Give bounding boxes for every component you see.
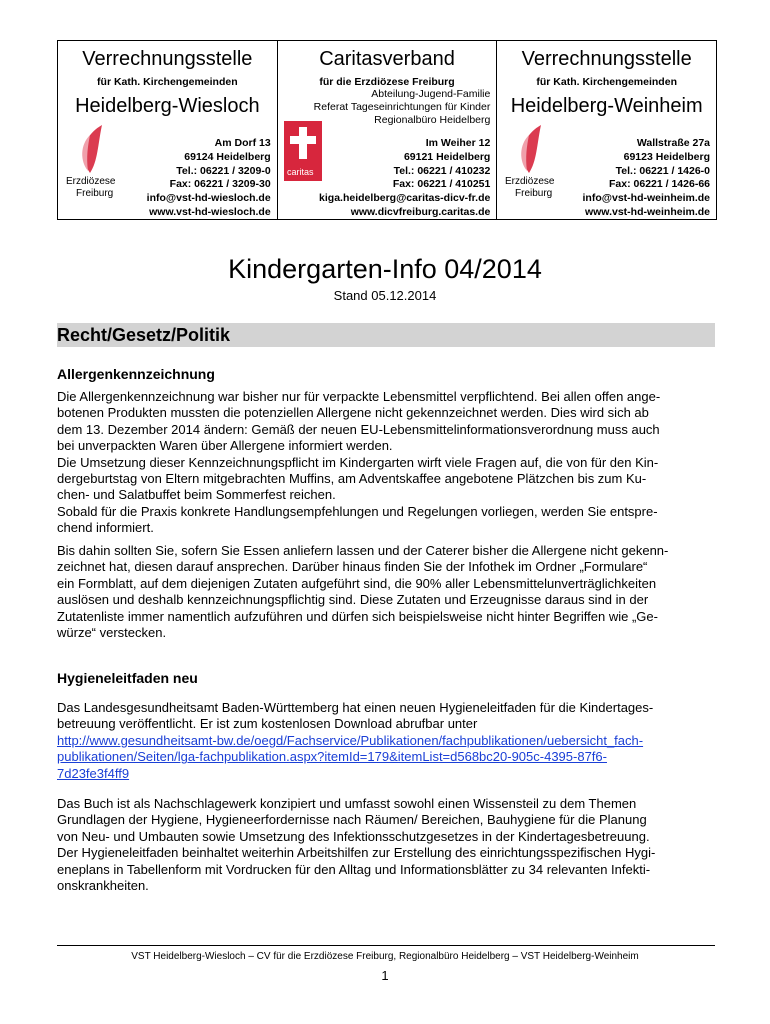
footer-text: VST Heidelberg-Wiesloch – CV für die Erzdiözese Freiburg, Regionalbüro Heidelberg – VST Heidelberg-Weinheim	[131, 951, 639, 962]
city: 69124 Heidelberg	[184, 150, 271, 163]
caritas-logo	[284, 121, 322, 181]
dept-line: Referat Tageseinrichtungen für Kinder	[313, 101, 491, 113]
paragraph-hygiene-2: Das Buch ist als Nachschlagewerk konzipiert und umfasst sowohl einen Wissensteil zu dem Themen Grundlagen der Hygiene, Hygieneerfordernisse nach Räumen/ Bereichen, Bauhygiene für die Planung von Neu- und Umbauten sowie Umsetzung des Infektionsschutzgesetzes in der Kindertagesbetreuung. Der Hygieneleitfaden beinhaltet weiterhin Arbeitshilfen zur Erstellung des einrichtungsspezifischen Hygi- eneplans in Tabellenform mit Vordrucken für den Alltag und Informationsblätter zu 34 relevanten Infekti- onskrankheiten.	[57, 796, 656, 894]
logo-text-1: Erzdiözese	[505, 176, 555, 187]
fax: Fax: 06221 / 410251	[392, 178, 491, 191]
address-block	[583, 137, 711, 220]
document-date: Stand 05.12.2014	[333, 288, 437, 303]
website: www.dicvfreiburg.caritas.de	[350, 205, 491, 218]
address-block	[147, 137, 271, 220]
letterhead	[57, 40, 717, 220]
website: www.vst-hd-wiesloch.de	[149, 205, 271, 218]
dept-line: Abteilung-Jugend-Familie	[371, 88, 491, 100]
caritas-text: caritas	[286, 167, 314, 177]
dept-line: Regionalbüro Heidelberg	[374, 114, 491, 126]
org-subtitle: für Kath. Kirchengemeinden	[536, 76, 677, 88]
letterhead-left	[58, 41, 278, 219]
paragraph-hygiene-1: Das Landesgesundheitsamt Baden-Württemberg hat einen neuen Hygieneleitfaden für die Kindertages- betreuung veröffentlicht. Er ist zum kostenlosen Download abrufbar unter	[57, 700, 654, 732]
logo-text-2: Freiburg	[76, 188, 114, 199]
logo-text-2: Freiburg	[515, 188, 553, 199]
org-subtitle: für die Erzdiözese Freiburg	[319, 76, 455, 88]
fax: Fax: 06221 / 3209-30	[169, 178, 271, 191]
email: info@vst-hd-weinheim.de	[582, 192, 711, 205]
erzdioezese-logo	[64, 121, 134, 201]
phone: Tel.: 06221 / 410232	[393, 164, 491, 177]
paragraph-allergen-2: Bis dahin sollten Sie, sofern Sie Essen anliefern lassen und der Caterer bisher die Allergene nicht gekenn- zeichnet hat, diesen darauf ansprechen. Darüber hinaus finden Sie der Infothek im Ordner „Formulare“ ein Formblatt, auf dem diejenigen Zutaten aufgeführt sind, die 90% aller Lebensmittelunverträglichkeiten auslösen und deshalb kennzeichnungspflichtig sind. Diese Zutaten und Erzeugnisse daraus sind in der Zutatenliste immer namentlich aufzuführen und dürfen sich beispielsweise nicht hinter Begriffen wie „Ge- würze“ verstecken.	[57, 543, 669, 641]
city: 69121 Heidelberg	[403, 150, 491, 163]
address-block	[319, 137, 490, 220]
phone: Tel.: 06221 / 3209-0	[176, 164, 271, 177]
download-link[interactable]: http://www.gesundheitsamt-bw.de/oegd/Fachservice/Publikationen/fachpublikationen/uebersicht_fach- publikationen/Seiten/lga-fachpublikation.aspx?itemId=179&itemList=d568bc20-905c-4395-87f6- 7d23fe3f4ff9	[57, 733, 644, 781]
city: 69123 Heidelberg	[623, 150, 711, 163]
document-title: Kindergarten-Info 04/2014	[228, 254, 542, 284]
org-subtitle: für Kath. Kirchengemeinden	[97, 76, 238, 88]
heading-allergen: Allergenkennzeichnung	[57, 366, 215, 382]
website: www.vst-hd-weinheim.de	[584, 205, 711, 218]
letterhead-right	[497, 41, 716, 219]
org-title: Verrechnungsstelle	[521, 48, 692, 70]
street: Wallstraße 27a	[636, 137, 711, 149]
logo-text-1: Erzdiözese	[66, 176, 116, 187]
paragraph-allergen-1: Die Allergenkennzeichnung war bisher nur für verpackte Lebensmittel verpflichtend. Bei allen offen ange- botenen Produkten mussten die potenziellen Allergene nicht gekennzeichnet werden. Dies wird sich ab dem 13. Dezember 2014 ändern: Gemäß der neuen EU-Lebensmittelinformationsverordnung muss auch bei unverpackten Waren über Allergene informiert werden. Die Umsetzung dieser Kennzeichnungspflicht im Kindergarten wirft viele Fragen auf, die von für den Kin- dergeburtstag von Eltern mitgebrachten Muffins, am Adventskaffee angebotene Plätzchen bis zum Ku- chen- und Salatbuffet beim Sommerfest reichen. Sobald für die Praxis konkrete Handlungsempfehlungen und Regelungen vorliegen, werden Sie entspre- chend informiert.	[57, 389, 661, 536]
street: Am Dorf 13	[214, 137, 271, 149]
letterhead-middle	[278, 41, 498, 219]
footer-divider	[57, 945, 715, 946]
email: kiga.heidelberg@caritas-dicv-fr.de	[319, 192, 491, 205]
erzdioezese-logo	[503, 121, 573, 201]
org-title: Verrechnungsstelle	[82, 48, 253, 70]
org-place: Heidelberg-Weinheim	[510, 95, 703, 117]
email: info@vst-hd-wiesloch.de	[146, 192, 271, 205]
section-heading: Recht/Gesetz/Politik	[57, 323, 715, 347]
fax: Fax: 06221 / 1426-66	[609, 178, 711, 191]
org-place: Heidelberg-Wiesloch	[75, 95, 260, 117]
phone: Tel.: 06221 / 1426-0	[615, 164, 711, 177]
street: Im Weiher 12	[425, 137, 491, 149]
heading-hygiene: Hygieneleitfaden neu	[57, 670, 198, 686]
page-number: 1	[381, 968, 389, 983]
org-title: Caritasverband	[319, 48, 455, 70]
